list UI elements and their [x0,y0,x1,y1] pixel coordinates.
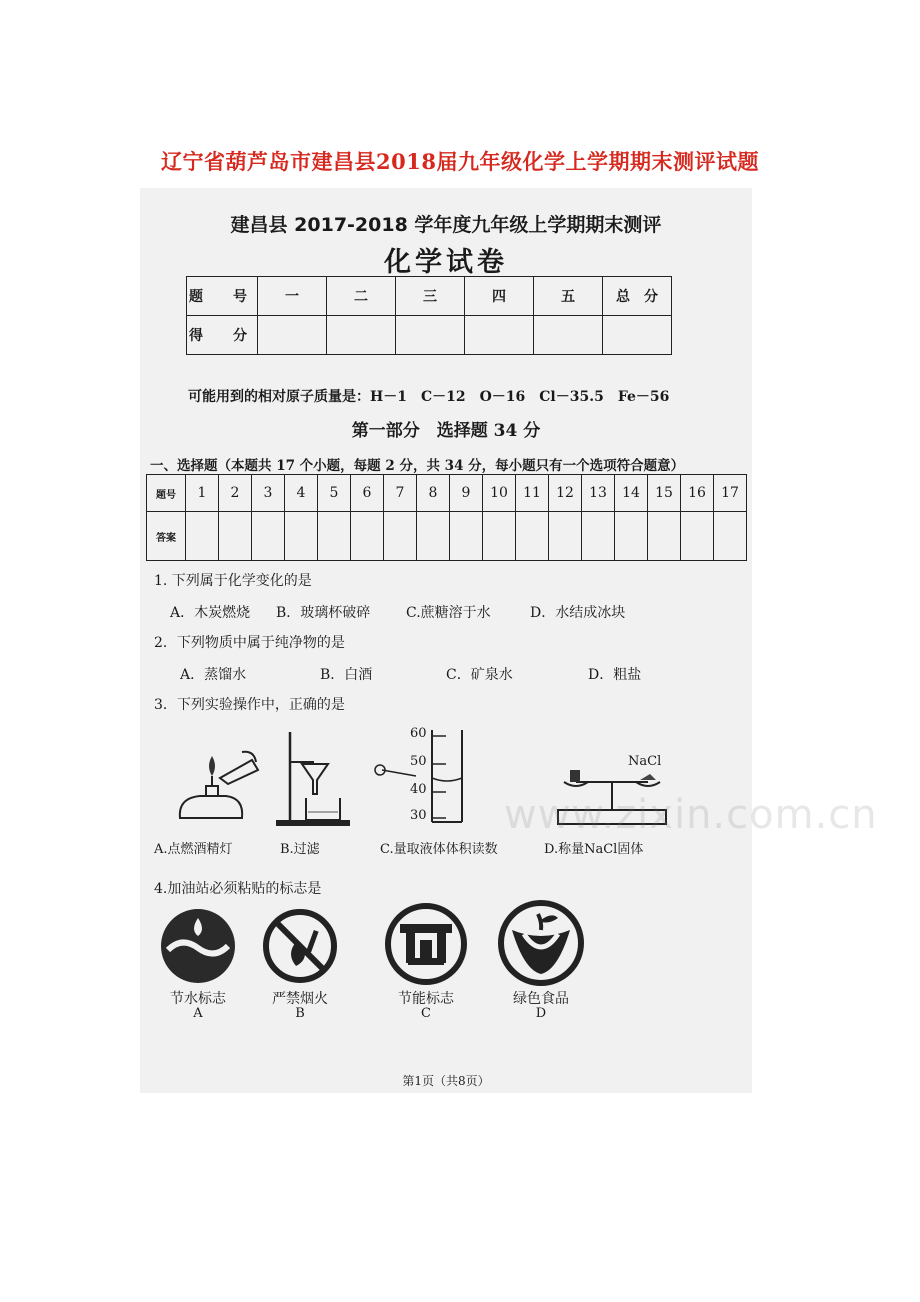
energy-saving-icon [384,902,468,986]
option: D.称量NaCl固体 [544,842,644,857]
answer-table-number: 1 [186,475,219,512]
page-footer: 第1页（共8页） [402,1074,490,1088]
answer-table-number: 2 [219,475,252,512]
answer-table-number: 10 [483,475,516,512]
answer-table-number: 11 [516,475,549,512]
green-food-icon [498,900,584,986]
no-fire-icon [260,906,340,986]
score-table-header-row [187,277,672,316]
answer-table-blank [582,512,615,561]
answer-table-blank [384,512,417,561]
answer-table-blank [450,512,483,561]
score-cell: 得 分 [187,316,258,355]
answer-table-number: 8 [417,475,450,512]
answer-table-number: 5 [318,475,351,512]
answer-table-blank [186,512,219,561]
score-cell [465,316,534,355]
score-cell [603,316,672,355]
atomic-masses: 可能用到的相对原子质量是：H－1 C－12 O－16 Cl－35.5 Fe－56 [188,389,670,405]
score-cell: 总 分 [603,277,672,316]
answer-table-blank [252,512,285,561]
score-cell: 题 号 [187,277,258,316]
answer-table-number: 17 [714,475,747,512]
option: B.过滤 [280,842,320,857]
sign-letter: A [193,1006,203,1021]
question-stem: 4.加油站必须粘贴的标志是 [154,881,322,897]
answer-table-blank [351,512,384,561]
exam-paper-scan [140,188,878,1093]
option: B．玻璃杯破碎 [276,605,371,621]
answer-table-number: 6 [351,475,384,512]
answer-table-label: 题号 [147,475,186,512]
score-table-score-row [187,316,672,355]
option: A．木炭燃烧 [170,605,251,621]
answer-table-number: 3 [252,475,285,512]
sign-caption: 节水标志 [170,991,226,1007]
answer-table-number: 15 [648,475,681,512]
option: D．水结成冰块 [530,605,626,621]
answer-table-blank [714,512,747,561]
answer-table [146,474,747,561]
answer-table-blank [549,512,582,561]
answer-table-label: 答案 [147,512,186,561]
exam-heading: 建昌县 2017-2018 学年度九年级上学期期末测评 [230,214,662,236]
score-cell: 五 [534,277,603,316]
part-title: 第一部分 选择题 34 分 [351,421,541,441]
sign-caption: 绿色食品 [513,991,569,1007]
exam-subject: 化学试卷 [384,247,508,278]
option: A.点燃酒精灯 [154,842,233,857]
answer-table-blank [615,512,648,561]
option: C.蔗糖溶于水 [406,605,491,621]
option: B．白酒 [320,667,373,683]
balance-label: NaCl [628,754,662,769]
answer-table-number: 9 [450,475,483,512]
answer-table-blank [318,512,351,561]
answer-table-blank [417,512,450,561]
answer-table-blank [648,512,681,561]
score-cell [534,316,603,355]
option: A．蒸馏水 [180,667,247,683]
score-cell: 四 [465,277,534,316]
watermark: www.zixin.com.cn [504,792,878,838]
question-stem: 3．下列实验操作中，正确的是 [154,697,345,713]
tick-label: 40 [410,782,427,797]
answer-table-number: 13 [582,475,615,512]
answer-table-number: 4 [285,475,318,512]
answer-table-number: 12 [549,475,582,512]
answer-table-blank [681,512,714,561]
sign-caption: 严禁烟火 [272,991,328,1007]
sign-caption: 节能标志 [398,991,454,1007]
score-cell: 三 [396,277,465,316]
score-cell [396,316,465,355]
answer-table-blank [219,512,252,561]
score-cell [258,316,327,355]
sign-letter: C [421,1006,431,1021]
score-cell: 一 [258,277,327,316]
tick-label: 60 [410,726,427,741]
answer-table-blank [285,512,318,561]
tick-label: 50 [410,754,427,769]
option: C.量取液体体积读数 [380,842,498,857]
score-cell: 二 [327,277,396,316]
sign-letter: B [295,1006,305,1021]
tick-label: 30 [410,808,427,823]
document-title: 辽宁省葫芦岛市建昌县2018届九年级化学上学期期末测评试题 [161,149,759,174]
sign-letter: D [535,1006,547,1021]
answer-table-number-row [147,475,747,512]
answer-table-answer-row [147,512,747,561]
answer-table-blank [483,512,516,561]
answer-table-number: 14 [615,475,648,512]
answer-table-number: 16 [681,475,714,512]
alcohol-lamp-figure [170,748,260,828]
section-title: 一、选择题（本题共 17 个小题，每题 2 分，共 34 分，每小题只有一个选项符合题意） [150,458,685,474]
score-cell [327,316,396,355]
answer-table-number: 7 [384,475,417,512]
option: D．粗盐 [588,667,642,683]
filtration-figure [268,728,358,828]
option: C．矿泉水 [446,667,513,683]
answer-table-blank [516,512,549,561]
question-stem: 1. 下列属于化学变化的是 [154,573,312,589]
question-stem: 2．下列物质中属于纯净物的是 [154,635,345,651]
score-table [186,276,672,355]
water-drop-hand-icon [158,906,238,986]
